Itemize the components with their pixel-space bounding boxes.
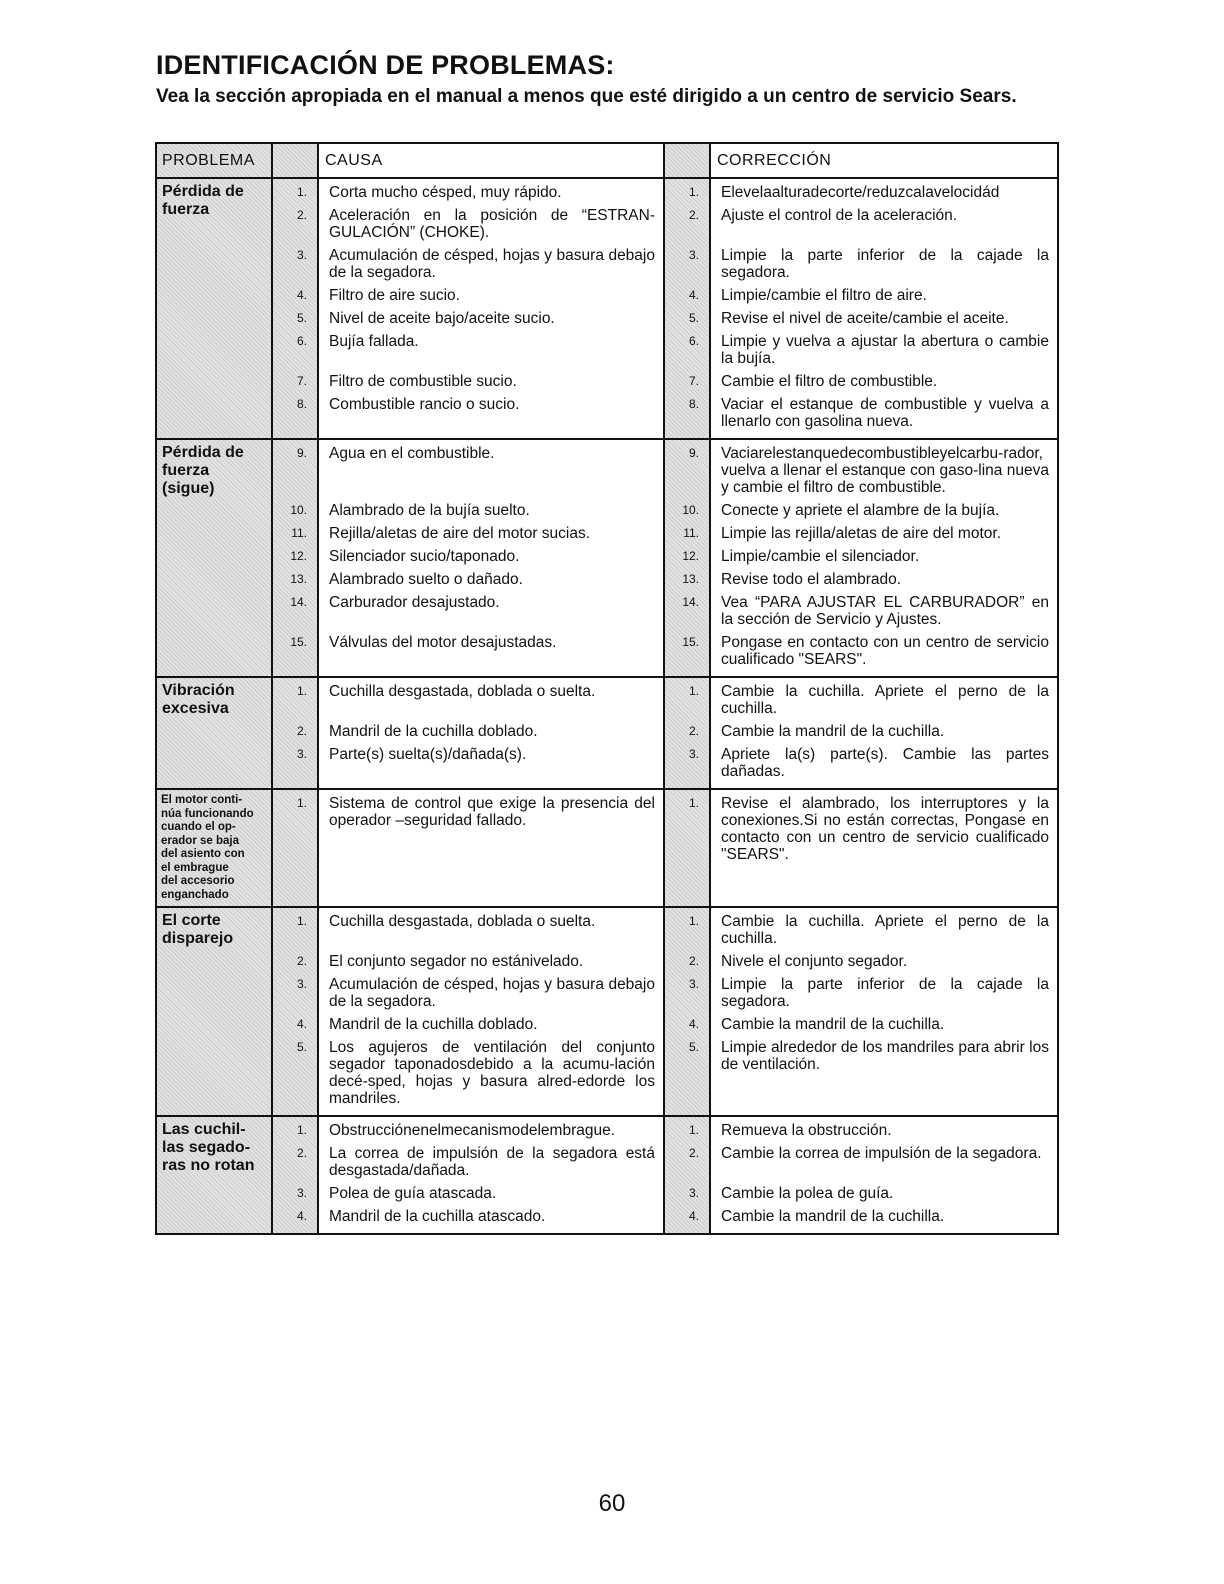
cause-text: Alambrado de la bujía suelto. <box>329 502 530 519</box>
correction-number: 6. <box>688 334 699 348</box>
correction-number: 4. <box>688 1017 699 1031</box>
correction-column <box>710 439 1058 677</box>
correction-number: 5. <box>688 1040 699 1054</box>
cause-number: 1. <box>296 185 307 199</box>
header-number-spacer <box>664 143 710 178</box>
correction-number: 13. <box>682 572 699 586</box>
problem-cell <box>156 1116 272 1234</box>
problem-label: Pérdida de fuerza (sigue) <box>162 444 244 497</box>
problem-label: Vibración excesiva <box>162 682 235 717</box>
correction-text: Limpie/cambie el silenciador. <box>721 548 920 565</box>
correction-text: Cambie la cuchilla. Apriete el perno de la cuchilla. <box>721 683 1049 717</box>
correction-text: Cambie la mandril de la cuchilla. <box>721 1016 945 1033</box>
correction-text: Revise todo el alambrado. <box>721 571 902 588</box>
correction-text: Cambie la mandril de la cuchilla. <box>721 1208 945 1225</box>
correction-number: 8. <box>688 397 699 411</box>
cause-text: Filtro de aire sucio. <box>329 287 460 304</box>
correction-number: 10. <box>682 503 699 517</box>
header-correction: CORRECCIÓN <box>710 143 1058 178</box>
problem-cell <box>156 907 272 1116</box>
correction-text: Limpie/cambie el filtro de aire. <box>721 287 927 304</box>
correction-text: Vaciarelestanquedecombustibleyelcarbu-rador, vuelva a llenar el estanque con gaso-lina nueva y cambie el filtro de combustible. <box>721 445 1049 496</box>
cause-text: Filtro de combustible sucio. <box>329 373 517 390</box>
cause-text: Alambrado suelto o dañado. <box>329 571 523 588</box>
correction-text: Vaciar el estanque de combustible y vuelva a llenarlo con gasolina nueva. <box>721 396 1049 430</box>
cause-number: 3. <box>296 1186 307 1200</box>
cause-text: Acumulación de césped, hojas y basura debajo de la segadora. <box>329 976 655 1010</box>
cause-text: Obstrucciónenelmecanismodelembrague. <box>329 1122 616 1139</box>
correction-number-column <box>664 1116 710 1234</box>
correction-number: 1. <box>688 1123 699 1137</box>
correction-number: 2. <box>688 954 699 968</box>
problem-label: El corte disparejo <box>162 912 234 947</box>
cause-column <box>318 677 664 789</box>
correction-number: 2. <box>688 1146 699 1160</box>
table-header-row <box>156 143 1058 178</box>
cause-column <box>318 907 664 1116</box>
correction-number: 12. <box>682 549 699 563</box>
correction-number: 3. <box>688 1186 699 1200</box>
cause-number: 11. <box>291 526 307 540</box>
cause-number: 1. <box>296 684 307 698</box>
correction-text: Nivele el conjunto segador. <box>721 953 908 970</box>
cause-number: 1. <box>296 796 307 810</box>
cause-column <box>318 178 664 439</box>
problem-label: Las cuchil- las segado- ras no rotan <box>162 1121 255 1174</box>
cause-text: Acumulación de césped, hojas y basura debajo de la segadora. <box>329 247 655 281</box>
correction-text: Cambie la correa de impulsión de la segadora. <box>721 1145 1042 1162</box>
cause-number-column <box>272 907 318 1116</box>
cause-text: Mandril de la cuchilla doblado. <box>329 1016 538 1033</box>
page-subtitle: Vea la sección apropiada en el manual a menos que esté dirigido a un centro de servicio Sears. <box>156 86 1017 107</box>
correction-number-column <box>664 178 710 439</box>
cause-number: 3. <box>296 747 307 761</box>
cause-column <box>318 1116 664 1234</box>
correction-text: Limpie y vuelva a ajustar la abertura o cambie la bujía. <box>721 333 1049 367</box>
correction-number-column <box>664 907 710 1116</box>
cause-text: Parte(s) suelta(s)/dañada(s). <box>329 746 527 763</box>
cause-number: 4. <box>296 288 307 302</box>
problem-group <box>156 1116 1058 1234</box>
correction-number: 2. <box>688 724 699 738</box>
correction-number: 9. <box>688 446 699 460</box>
correction-text: Conecte y apriete el alambre de la bujía. <box>721 502 1000 519</box>
cause-text: Combustible rancio o sucio. <box>329 396 520 413</box>
problem-cell <box>156 178 272 439</box>
correction-text: Cambie la cuchilla. Apriete el perno de la cuchilla. <box>721 913 1049 947</box>
cause-number: 2. <box>296 208 307 222</box>
cause-number: 3. <box>296 977 307 991</box>
header-cause: CAUSA <box>318 143 664 178</box>
cause-number: 5. <box>296 1040 307 1054</box>
cause-text: Nivel de aceite bajo/aceite sucio. <box>329 310 555 327</box>
correction-text: Apriete la(s) parte(s). Cambie las partes dañadas. <box>721 746 1049 780</box>
problem-group <box>156 178 1058 439</box>
correction-text: Cambie la mandril de la cuchilla. <box>721 723 945 740</box>
cause-column <box>318 439 664 677</box>
cause-number: 6. <box>296 334 307 348</box>
cause-number: 2. <box>296 954 307 968</box>
problem-cell <box>156 439 272 677</box>
cause-text: Cuchilla desgastada, doblada o suelta. <box>329 913 596 930</box>
correction-text: Cambie la polea de guía. <box>721 1185 894 1202</box>
cause-text: Aceleración en la posición de “ESTRAN-GULACIÓN” (CHOKE). <box>329 207 655 241</box>
cause-text: Bujía fallada. <box>329 333 419 350</box>
problem-cell <box>156 789 272 907</box>
page-number: 60 <box>598 1490 626 1517</box>
cause-text: Rejilla/aletas de aire del motor sucias. <box>329 525 591 542</box>
cause-text: Silenciador sucio/taponado. <box>329 548 520 565</box>
cause-text: Polea de guía atascada. <box>329 1185 497 1202</box>
cause-text: El conjunto segador no estánivelado. <box>329 953 584 970</box>
correction-number: 4. <box>688 288 699 302</box>
cause-number: 1. <box>296 914 307 928</box>
correction-text: Pongase en contacto con un centro de servicio cualificado "SEARS". <box>721 634 1049 668</box>
correction-text: Cambie el filtro de combustible. <box>721 373 938 390</box>
correction-text: Elevelaalturadecorte/reduzcalavelocidád <box>721 184 1000 201</box>
problem-label: Pérdida de fuerza <box>162 183 244 218</box>
correction-number: 3. <box>688 747 699 761</box>
correction-number-column <box>664 789 710 907</box>
correction-column <box>710 677 1058 789</box>
correction-text: Limpie la parte inferior de la cajade la segadora. <box>721 247 1049 281</box>
problem-group <box>156 439 1058 677</box>
cause-number: 14. <box>290 595 307 609</box>
cause-number-column <box>272 789 318 907</box>
cause-number: 8. <box>296 397 307 411</box>
cause-text: Agua en el combustible. <box>329 445 495 462</box>
correction-text: Limpie la parte inferior de la cajade la segadora. <box>721 976 1049 1010</box>
cause-number: 10. <box>290 503 307 517</box>
cause-number: 2. <box>296 724 307 738</box>
correction-column <box>710 907 1058 1116</box>
table-body <box>156 178 1058 1234</box>
header-number-spacer <box>272 143 318 178</box>
troubleshooting-table <box>155 142 1059 1235</box>
cause-text: Sistema de control que exige la presencia del operador –seguridad fallado. <box>329 795 655 829</box>
problem-label: El motor conti- núa funcionando cuando el op- erador se baja del asiento con el embrague del accesorio enganchado <box>161 794 254 901</box>
cause-number: 7. <box>296 374 307 388</box>
cause-column <box>318 789 664 907</box>
correction-number: 1. <box>688 796 699 810</box>
correction-number: 5. <box>688 311 699 325</box>
correction-text: Limpie las rejilla/aletas de aire del motor. <box>721 525 1001 542</box>
header-problem: PROBLEMA <box>156 143 272 178</box>
cause-number-column <box>272 1116 318 1234</box>
cause-number-column <box>272 677 318 789</box>
correction-number: 1. <box>688 914 699 928</box>
correction-text: Revise el nivel de aceite/cambie el aceite. <box>721 310 1009 327</box>
cause-text: Los agujeros de ventilación del conjunto segador taponadosdebido a la acumu-lación decé-sped, hojas y basura alred-edorde los mandriles. <box>329 1039 655 1107</box>
correction-text: Limpie alrededor de los mandriles para abrir los de ventilación. <box>721 1039 1049 1073</box>
cause-text: Mandril de la cuchilla doblado. <box>329 723 538 740</box>
cause-number: 9. <box>296 446 307 460</box>
cause-number: 4. <box>296 1209 307 1223</box>
cause-text: Carburador desajustado. <box>329 594 500 611</box>
cause-text: La correa de impulsión de la segadora está desgastada/dañada. <box>329 1145 655 1179</box>
correction-number: 15. <box>682 635 699 649</box>
cause-text: Mandril de la cuchilla atascado. <box>329 1208 546 1225</box>
correction-number: 11. <box>683 526 699 540</box>
correction-number-column <box>664 677 710 789</box>
correction-text: Vea “PARA AJUSTAR EL CARBURADOR” en la sección de Servicio y Ajustes. <box>721 594 1049 628</box>
cause-number: 3. <box>296 248 307 262</box>
correction-number: 7. <box>688 374 699 388</box>
cause-text: Válvulas del motor desajustadas. <box>329 634 557 651</box>
correction-text: Remueva la obstrucción. <box>721 1122 892 1139</box>
problem-group <box>156 789 1058 907</box>
correction-text: Ajuste el control de la aceleración. <box>721 207 958 224</box>
problem-group <box>156 677 1058 789</box>
cause-number: 1. <box>296 1123 307 1137</box>
correction-number: 1. <box>688 185 699 199</box>
correction-column <box>710 178 1058 439</box>
cause-number-column <box>272 439 318 677</box>
page-title: IDENTIFICACIÓN DE PROBLEMAS: <box>156 50 615 80</box>
correction-number: 3. <box>688 977 699 991</box>
cause-number: 15. <box>290 635 307 649</box>
correction-column <box>710 789 1058 907</box>
problem-group <box>156 907 1058 1116</box>
problem-cell <box>156 677 272 789</box>
cause-text: Cuchilla desgastada, doblada o suelta. <box>329 683 596 700</box>
correction-number: 4. <box>688 1209 699 1223</box>
cause-text: Corta mucho césped, muy rápido. <box>329 184 562 201</box>
correction-number: 14. <box>682 595 699 609</box>
cause-number: 5. <box>296 311 307 325</box>
cause-number: 4. <box>296 1017 307 1031</box>
correction-number: 1. <box>688 684 699 698</box>
cause-number: 2. <box>296 1146 307 1160</box>
correction-number-column <box>664 439 710 677</box>
correction-number: 3. <box>688 248 699 262</box>
correction-text: Revise el alambrado, los interruptores y la conexiones.Si no están correctas, Pongase en contacto con un centro de servicio cualificado "SEARS". <box>721 795 1049 863</box>
cause-number: 13. <box>290 572 307 586</box>
correction-number: 2. <box>688 208 699 222</box>
cause-number: 12. <box>290 549 307 563</box>
cause-number-column <box>272 178 318 439</box>
correction-column <box>710 1116 1058 1234</box>
